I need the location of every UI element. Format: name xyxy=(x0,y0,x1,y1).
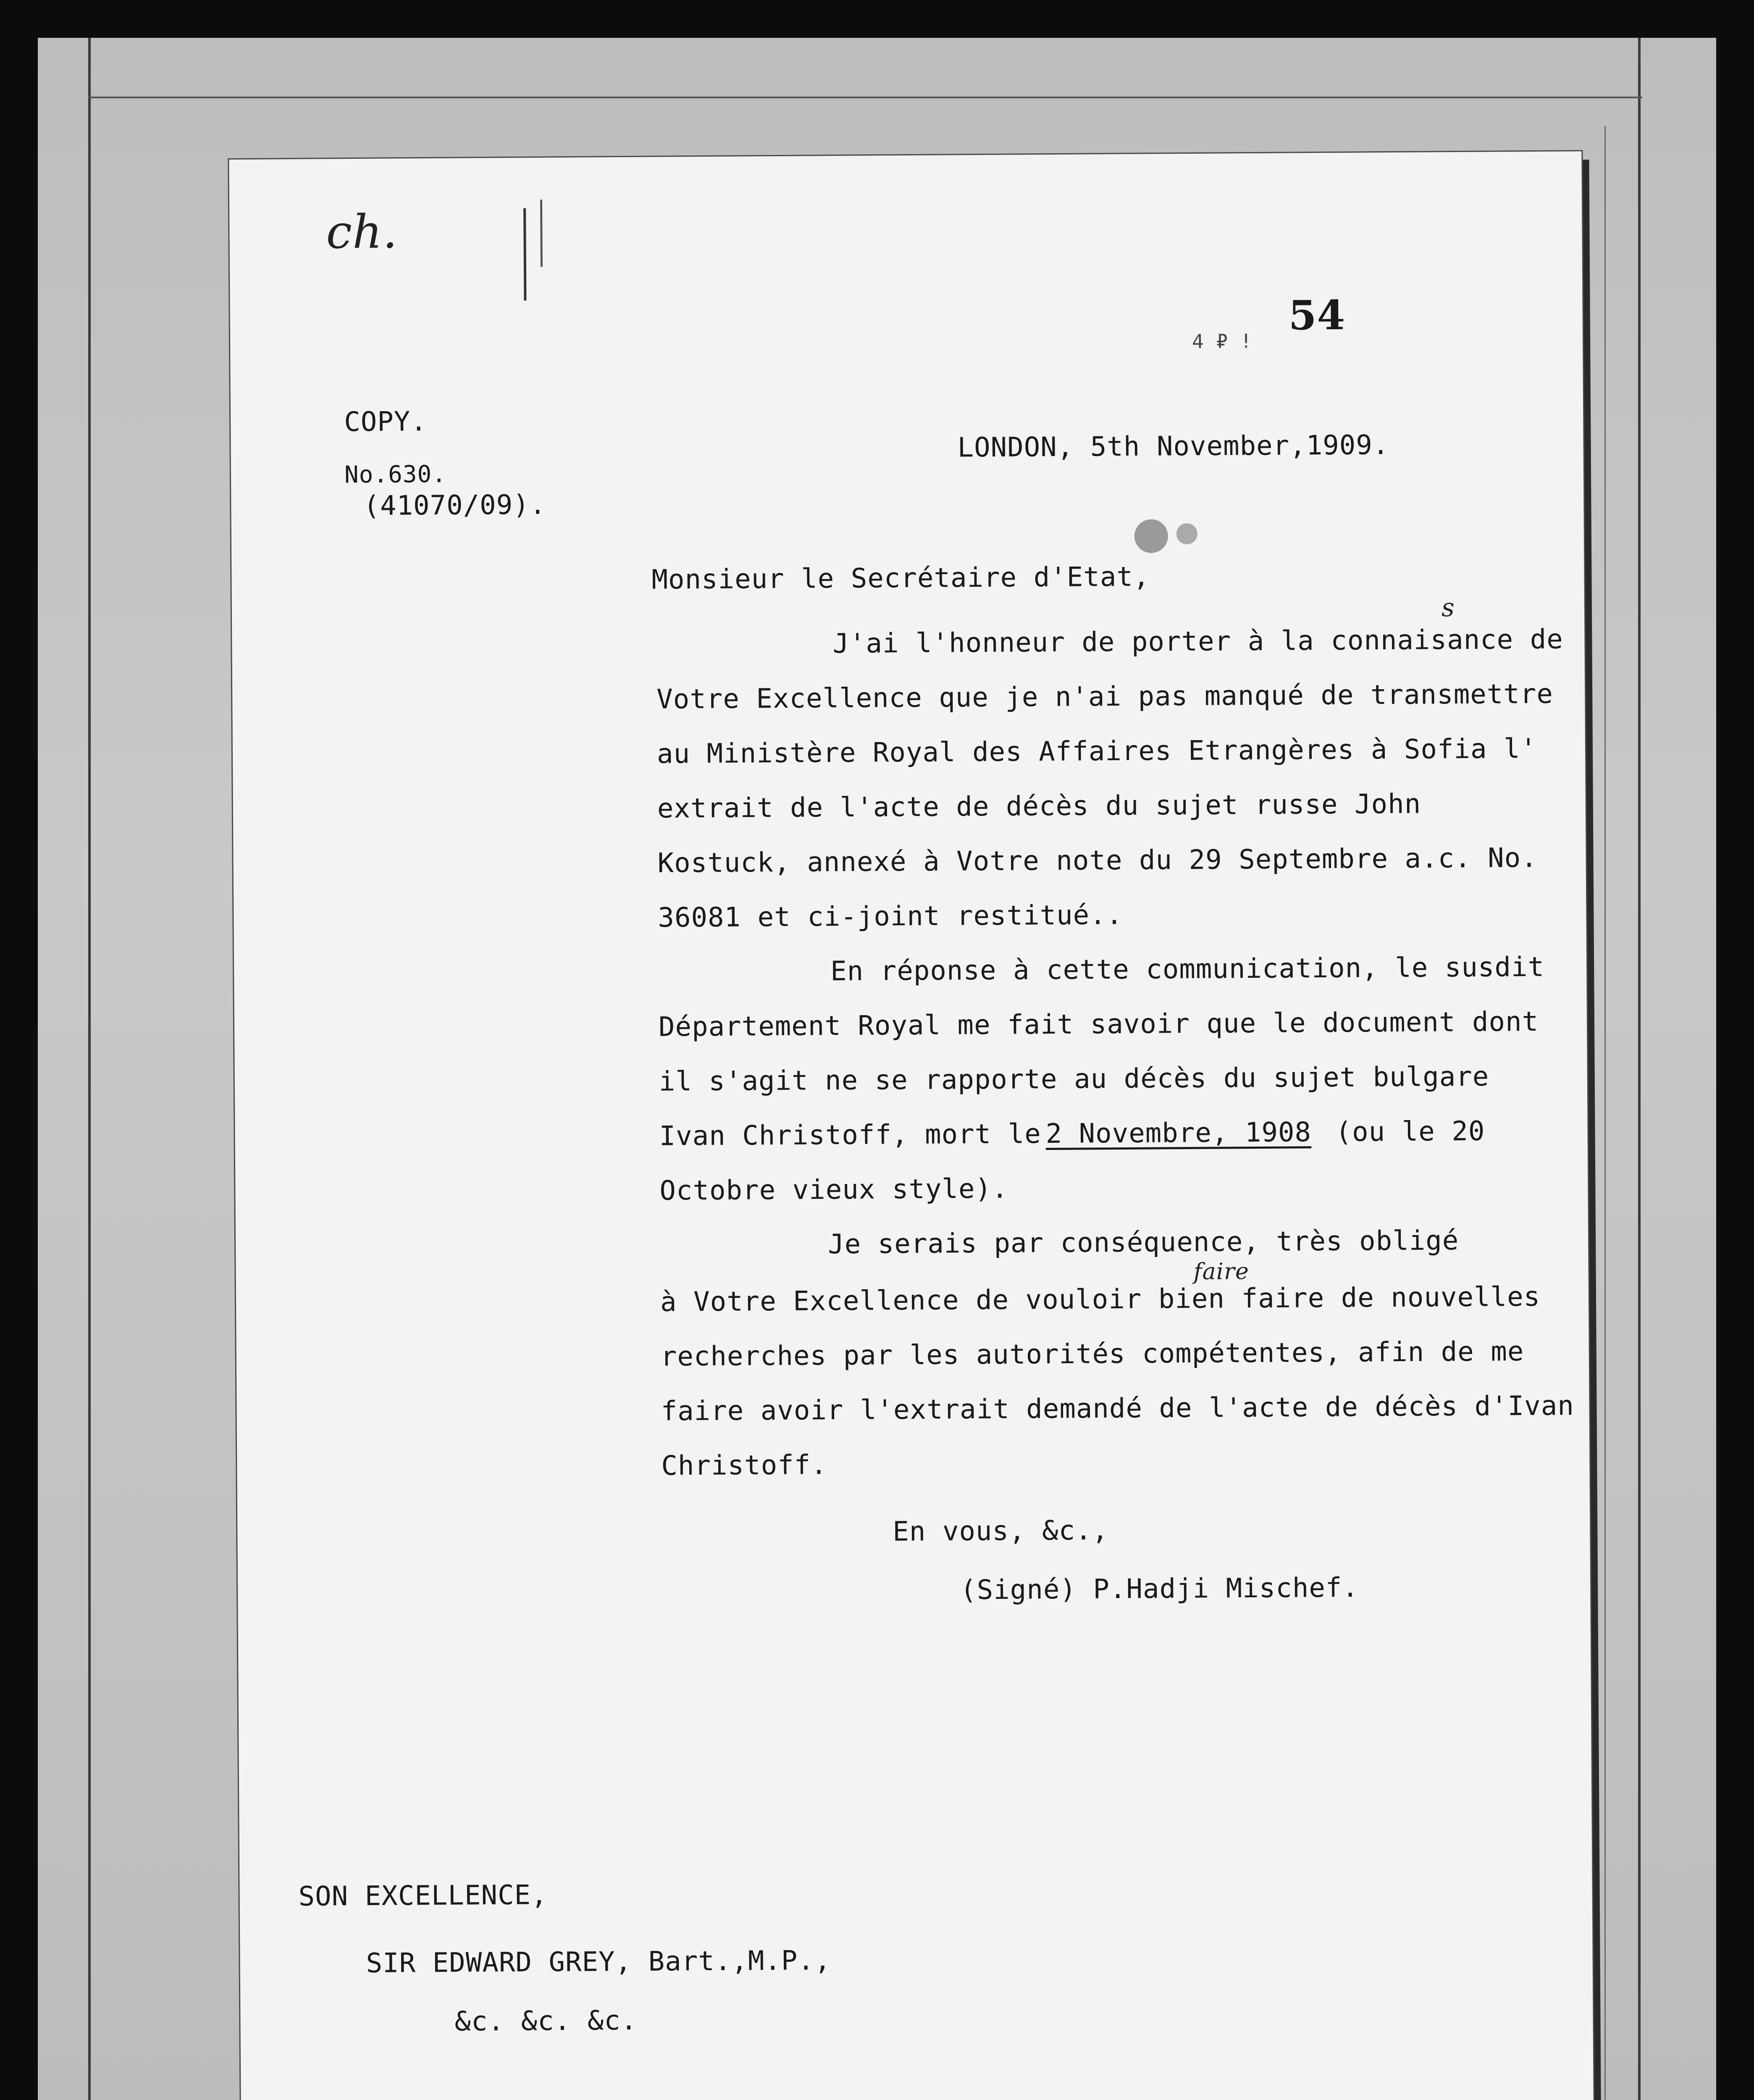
addressee-line-2: SIR EDWARD GREY, Bart.,M.P., xyxy=(366,1945,831,1979)
reference-number: No.630. xyxy=(344,460,447,489)
body-line-14: recherches par les autorités compétentes, afin de me xyxy=(660,1336,1524,1373)
body-line-5: Kostuck, annexé à Votre note du 29 Septembre a.c. No. xyxy=(657,842,1538,879)
pencil-mark xyxy=(523,208,526,301)
body-line-10: Ivan Christoff, mort le xyxy=(659,1118,1042,1152)
ink-blot xyxy=(1134,519,1168,553)
body-line-13: à Votre Excellence de vouloir bien faire de nouvelles xyxy=(660,1281,1541,1318)
page-number: 54 xyxy=(1288,291,1346,339)
salutation: Monsieur le Secrétaire d'Etat, xyxy=(651,561,1150,596)
body-line-9: il s'agit ne se rapporte au décès du sujet bulgare xyxy=(659,1061,1489,1097)
frame-line-right-inner xyxy=(1604,126,1606,2100)
frame-line-left xyxy=(88,38,91,2100)
copy-label: COPY. xyxy=(344,406,428,438)
body-line-1: J'ai l'honneur de porter à la connaisance de xyxy=(832,624,1564,660)
addressee-line-1: SON EXCELLENCE, xyxy=(298,1880,548,1912)
frame-line-top xyxy=(88,97,1642,98)
frame-line-right xyxy=(1638,38,1641,2100)
body-line-12: Je serais par conséquence, très obligé xyxy=(827,1225,1459,1260)
body-line-8: Département Royal me fait savoir que le document dont xyxy=(658,1006,1539,1043)
file-reference: (41070/09). xyxy=(363,489,546,522)
inserted-letter: s xyxy=(1441,593,1455,623)
ink-blot-2 xyxy=(1176,523,1197,544)
body-line-11: Octobre vieux style). xyxy=(659,1173,1008,1207)
body-line-4: extrait de l'acte de décès du sujet russe John xyxy=(657,788,1421,824)
body-line-6: 36081 et ci-joint restitué.. xyxy=(658,899,1123,934)
handwritten-initial: ch. xyxy=(326,205,398,259)
body-line-16: Christoff. xyxy=(661,1449,827,1482)
pencil-mark-2 xyxy=(540,200,543,267)
body-line-15: faire avoir l'extrait demandé de l'acte de décès d'Ivan xyxy=(661,1390,1575,1427)
closing: En vous, &c., xyxy=(893,1515,1109,1548)
underlined-date: 2 Novembre, 1908 xyxy=(1045,1117,1312,1150)
body-line-2: Votre Excellence que je n'ai pas manqué de transmettre xyxy=(656,678,1554,715)
body-line-3: au Ministère Royal des Affaires Etrangères à Sofia l' xyxy=(656,733,1537,770)
place-date: LONDON, 5th November,1909. xyxy=(957,430,1389,464)
body-line-10-end: (ou le 20 xyxy=(1335,1116,1485,1148)
signature: (Signé) P.Hadji Mischef. xyxy=(960,1572,1359,1606)
letter-sheet xyxy=(229,151,1594,2100)
inserted-word: faire xyxy=(1193,1258,1250,1285)
faint-marks: 4 ₽ ! xyxy=(1192,330,1252,353)
addressee-line-3: &c. &c. &c. xyxy=(454,2005,638,2037)
body-line-7: En réponse à cette communication, le susdit xyxy=(830,951,1545,987)
